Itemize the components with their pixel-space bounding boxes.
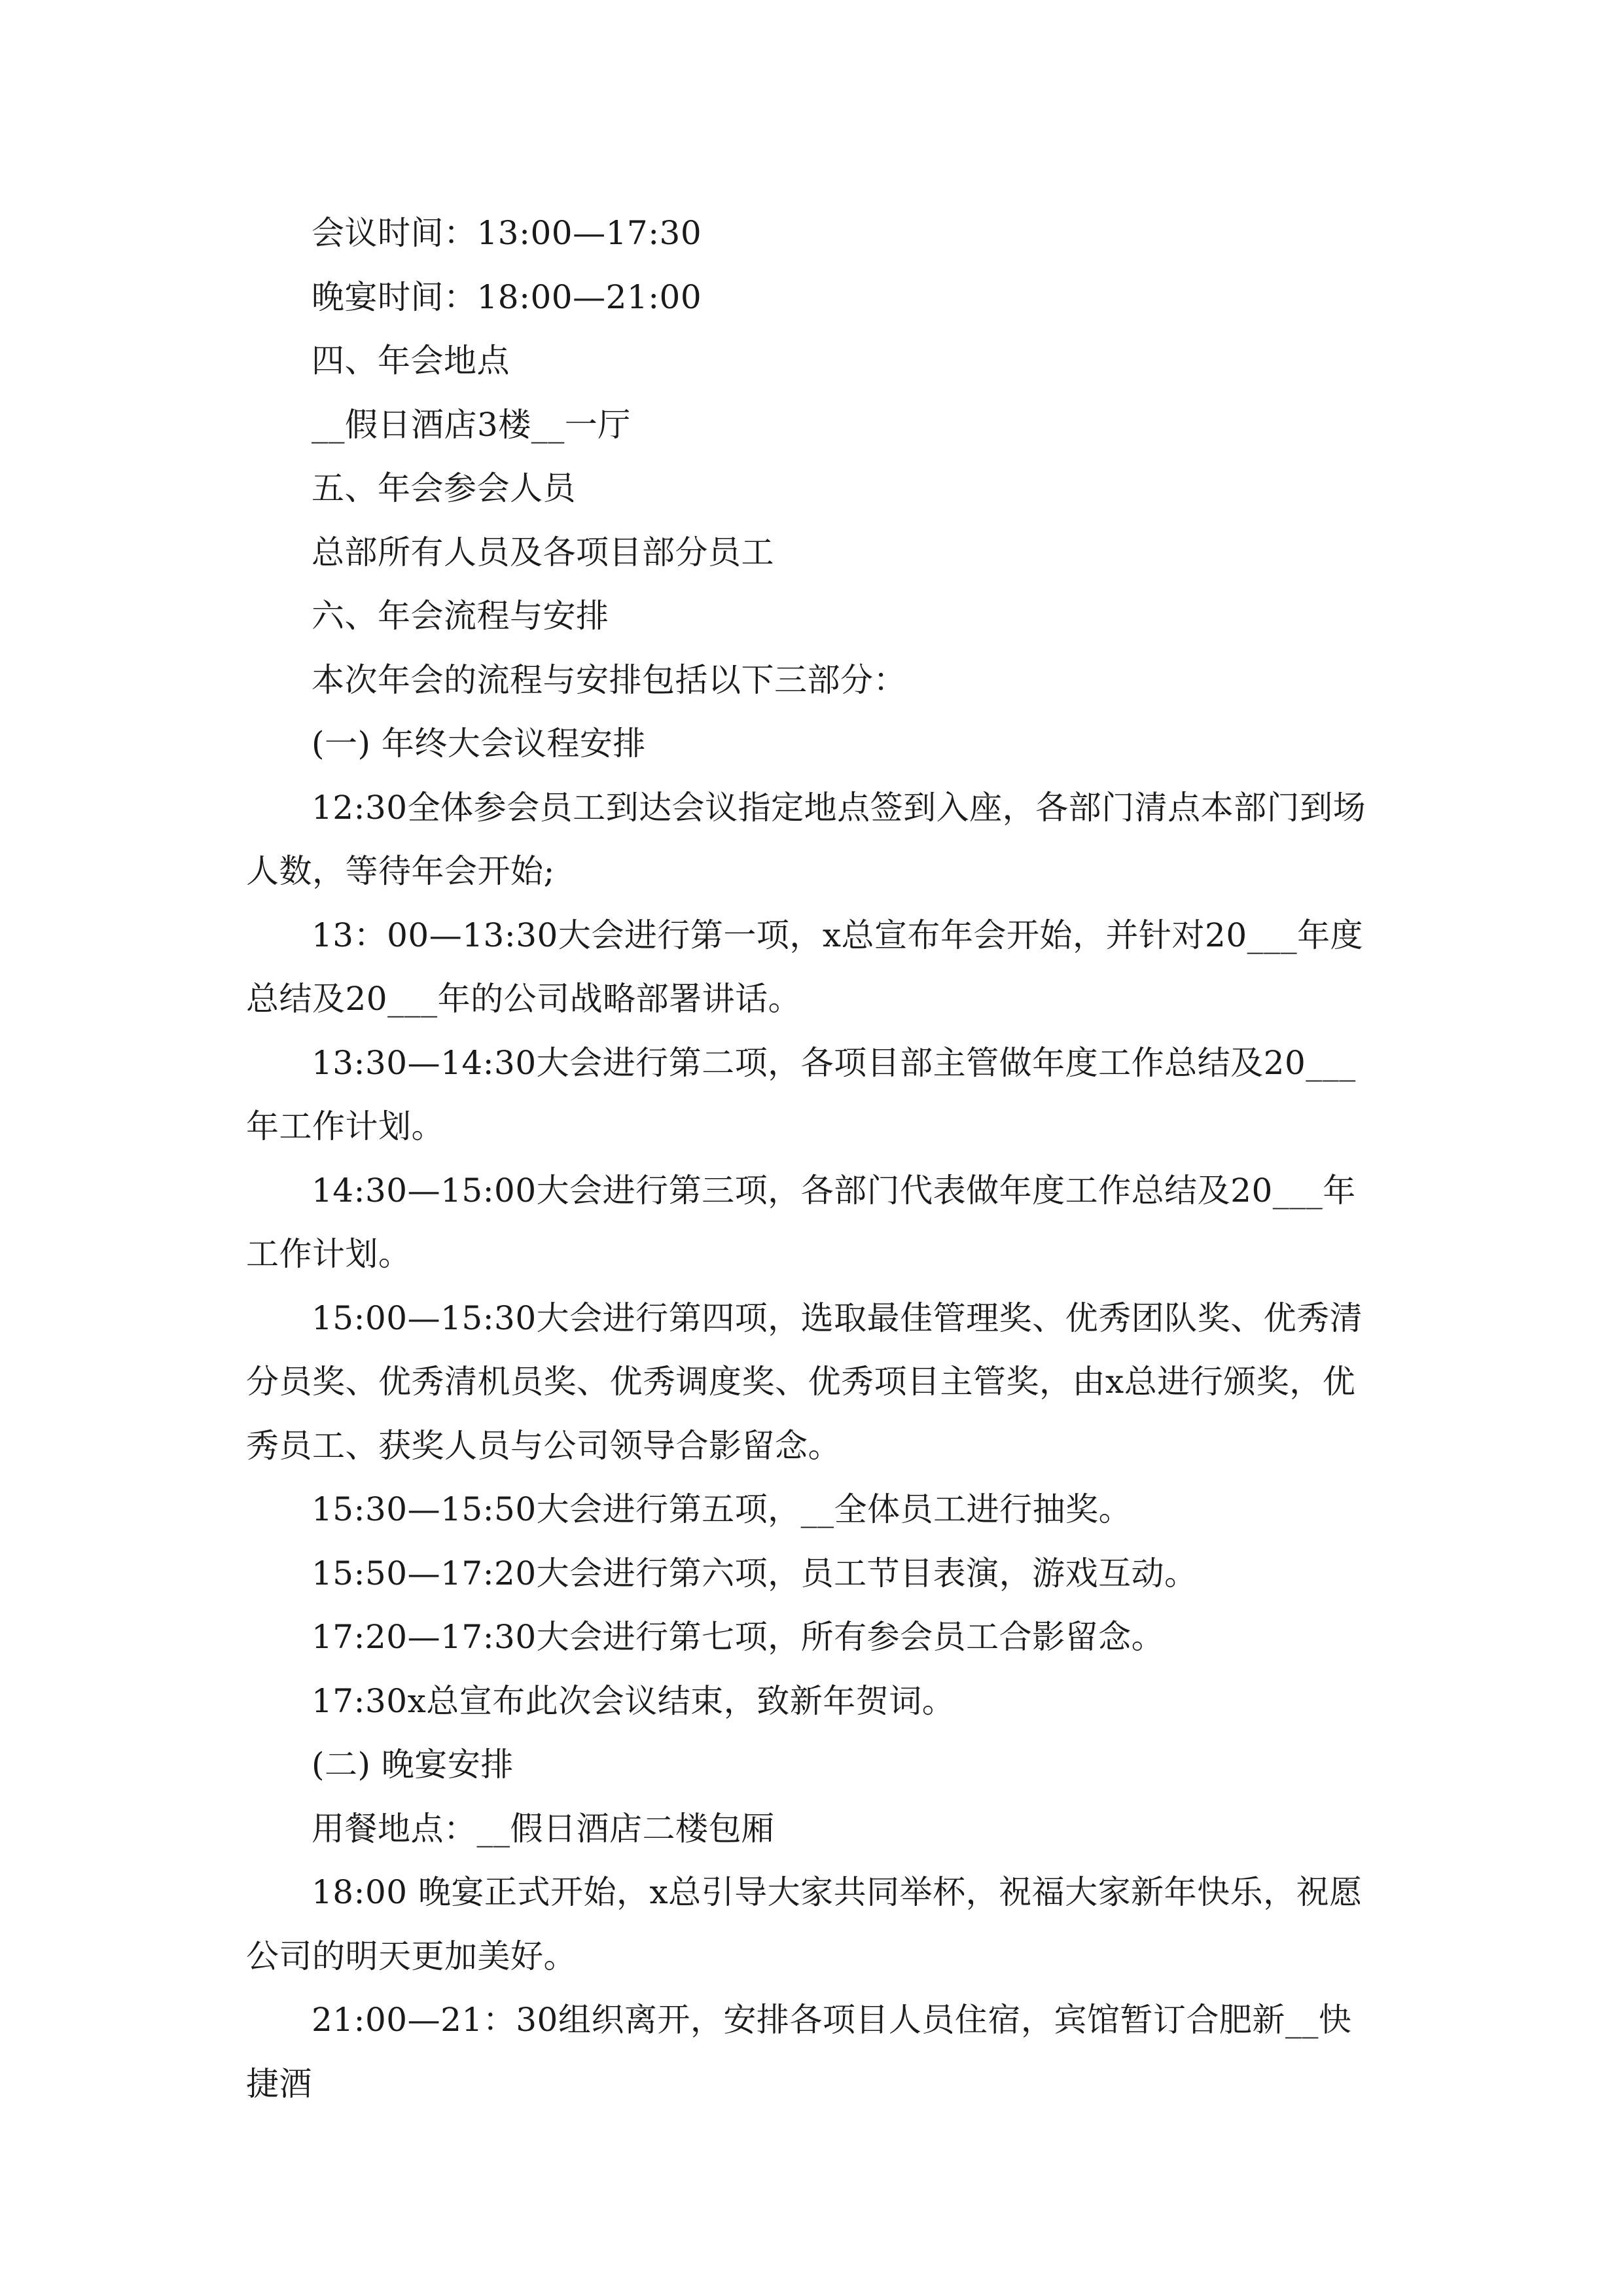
attendees-line: 总部所有人员及各项目部分员工 [312,533,774,571]
agenda-item-paragraph: 15:50—17:20大会进行第六项，员工节目表演，游戏互动。 [312,1554,1198,1592]
subsection-heading-banquet: (二) 晚宴安排 [312,1746,514,1784]
agenda-item-paragraph: 17:20—17:30大会进行第七项，所有参会员工合影留念。 [312,1618,1165,1656]
agenda-intro-line: 本次年会的流程与安排包括以下三部分： [312,660,906,699]
agenda-item-paragraph: 15:00—15:30大会进行第四项，选取最佳管理奖、优秀团队奖、优秀清分员奖、优秀清机员奖、优秀调度奖、优秀项目主管奖，由x总进行颁奖，优秀员工、获奖人员与公司领导合影留念。 [246,1299,1363,1465]
agenda-item-paragraph: 17:30x总宣布此次会议结束，致新年贺词。 [312,1681,955,1720]
section-heading-attendees: 五、年会参会人员 [312,469,576,507]
banquet-time-line: 晚宴时间：18:00—21:00 [312,278,702,316]
agenda-item-paragraph: 15:30—15:50大会进行第五项，__全体员工进行抽奖。 [312,1490,1132,1528]
document-body [246,202,1378,2116]
subsection-heading-year-end-meeting: (一) 年终大会议程安排 [312,725,646,762]
agenda-item-paragraph: 12:30全体参会员工到达会议指定地点签到入座，各部门清点本部门到场人数，等待年会开始; [246,788,1366,890]
section-heading-venue: 四、年会地点 [312,342,510,380]
agenda-item-paragraph: 13:30—14:30大会进行第二项，各项目部主管做年度工作总结及20___年工作计划。 [246,1043,1356,1145]
venue-line: __假日酒店3楼__一厅 [312,405,631,444]
meeting-time-line: 会议时间：13:00—17:30 [312,214,702,252]
dining-location-line: 用餐地点：__假日酒店二楼包厢 [312,1809,775,1848]
banquet-item-paragraph: 21:00—21：30组织离开，安排各项目人员住宿，宾馆暂订合肥新__快捷酒 [246,2001,1352,2103]
banquet-item-paragraph: 18:00 晚宴正式开始，x总引导大家共同举杯，祝福大家新年快乐，祝愿公司的明天更加美好。 [246,1873,1363,1975]
agenda-item-paragraph: 14:30—15:00大会进行第三项，各部门代表做年度工作总结及20___年工作计划。 [246,1171,1356,1273]
section-heading-agenda: 六、年会流程与安排 [312,597,609,635]
agenda-item-paragraph: 13：00—13:30大会进行第一项，x总宣布年会开始，并针对20___年度总结及20___年的公司战略部署讲话。 [246,916,1364,1018]
